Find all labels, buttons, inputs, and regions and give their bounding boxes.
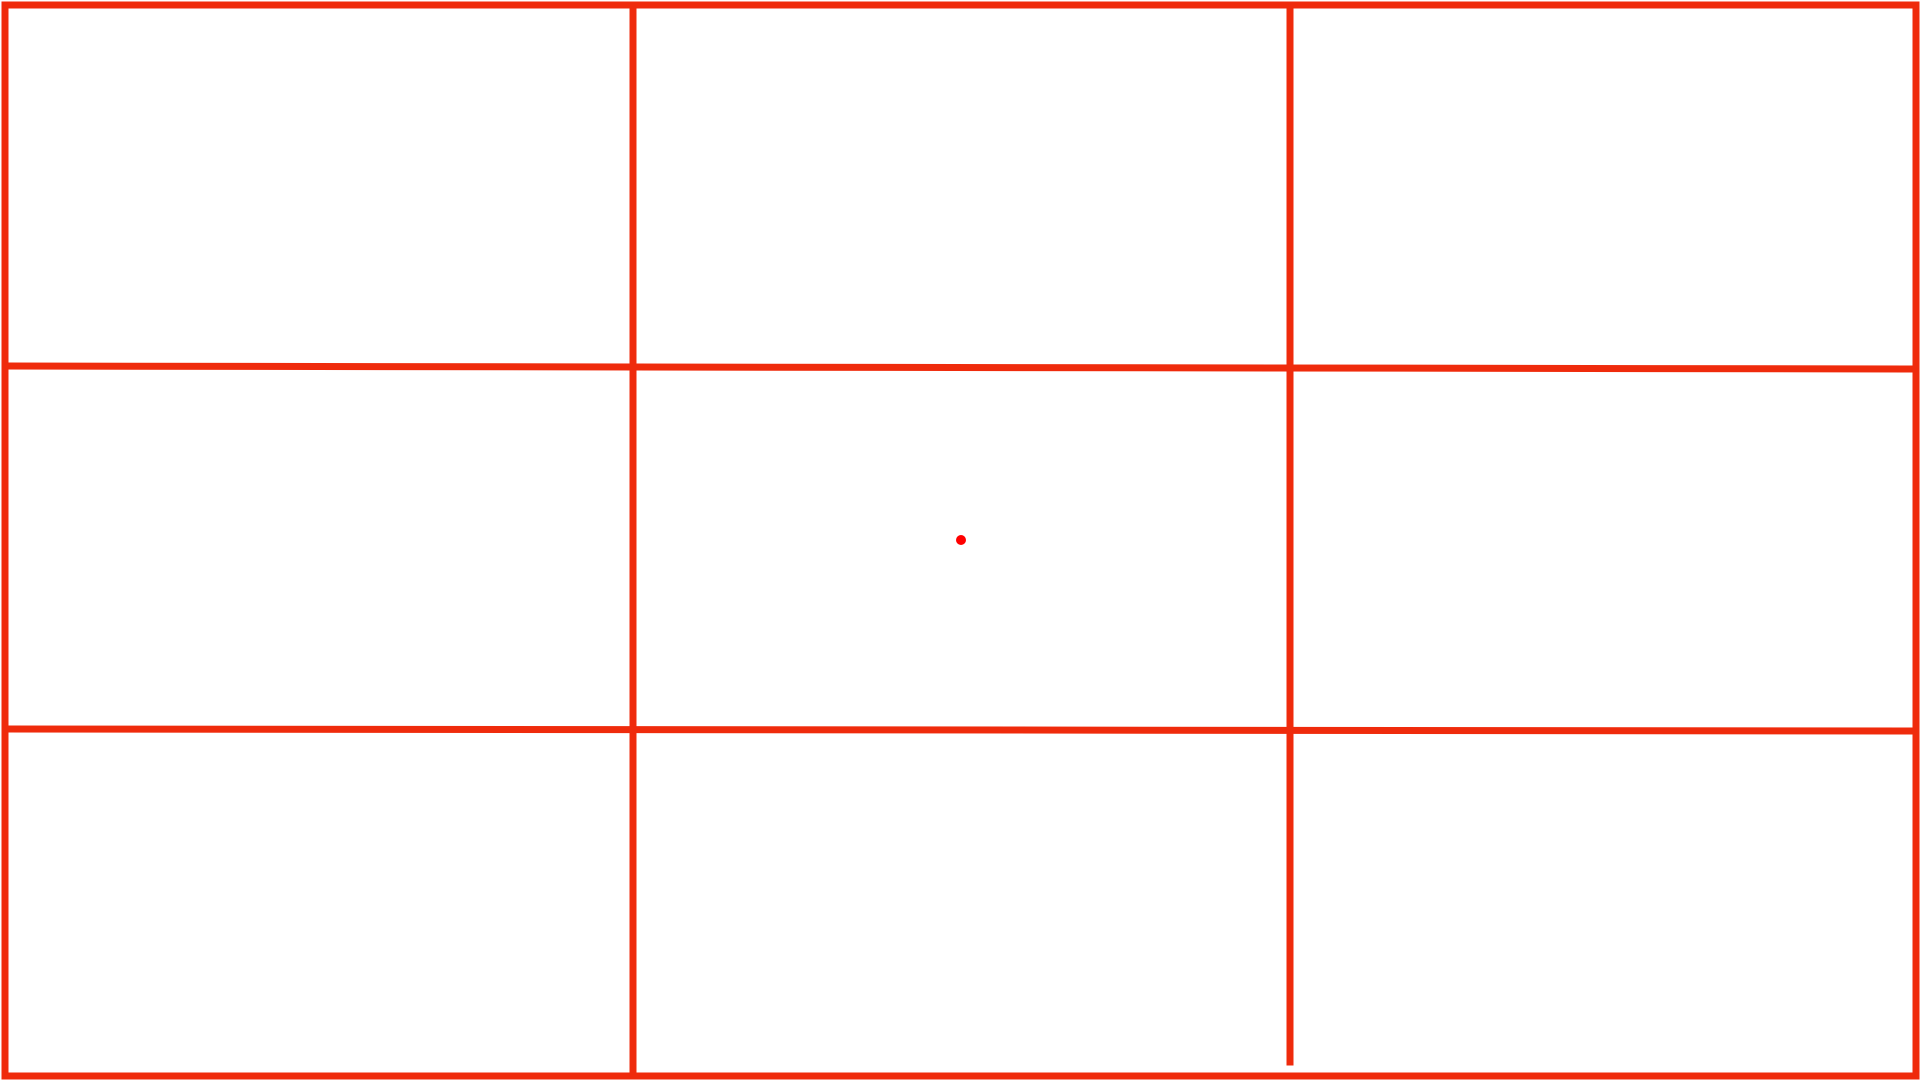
- center-point: [956, 535, 966, 545]
- horizontal-divider-top: [5, 366, 1916, 369]
- horizontal-divider-bottom: [5, 729, 1916, 731]
